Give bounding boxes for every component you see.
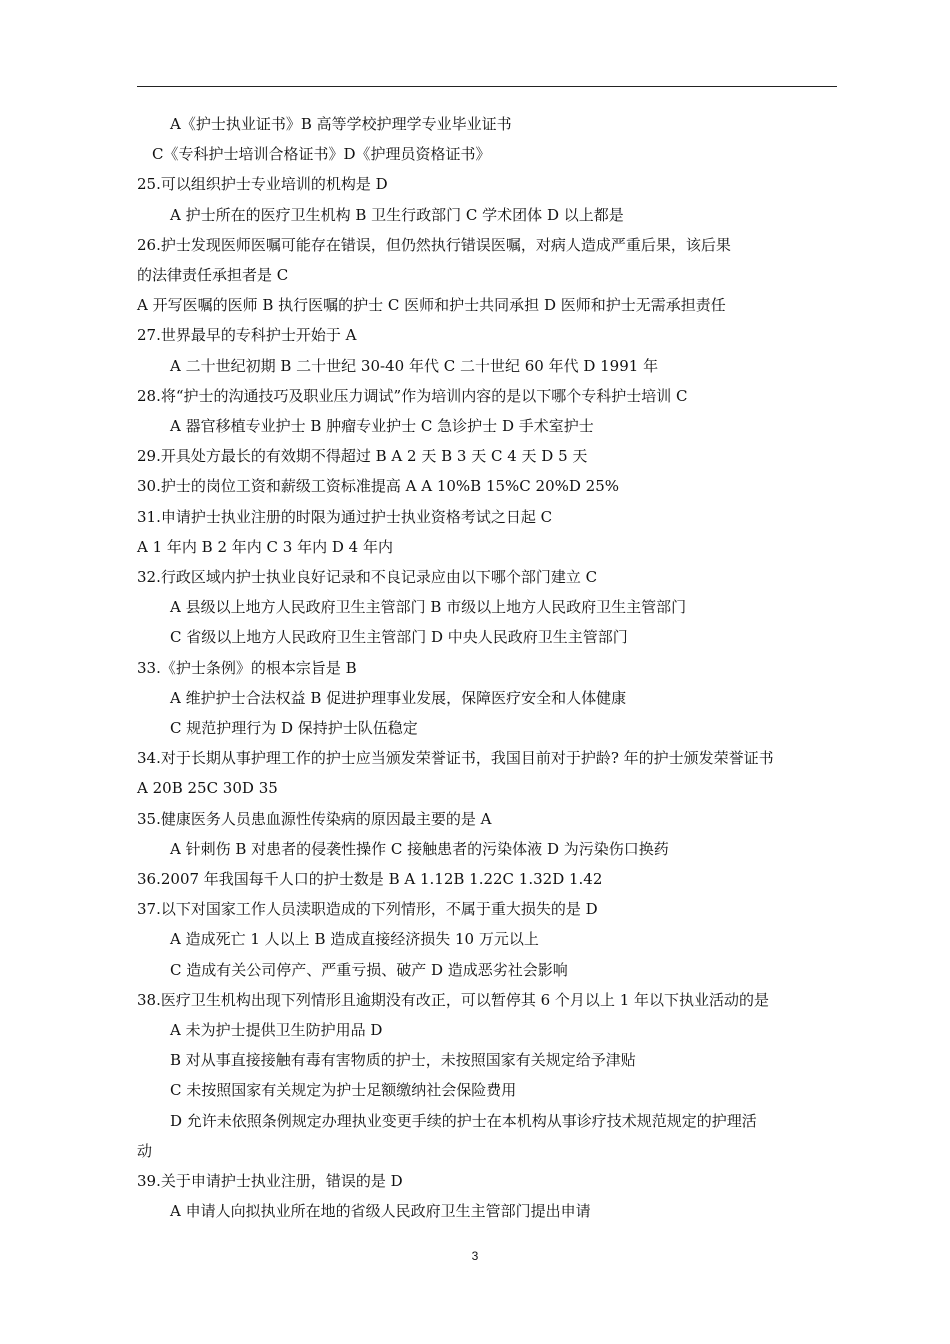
text-line: C 未按照国家有关规定为护士足额缴纳社会保险费用 (170, 1081, 517, 1099)
text-line: 25.可以组织护士专业培训的机构是 D (137, 175, 388, 193)
text-line: 30.护士的岗位工资和薪级工资标准提高 A A 10%B 15%C 20%D 25% (137, 477, 620, 495)
text-line: A 器官移植专业护士 B 肿瘤专业护士 C 急诊护士 D 手术室护士 (170, 417, 594, 435)
text-line: A 二十世纪初期 B 二十世纪 30-40 年代 C 二十世纪 60 年代 D 1991 年 (170, 357, 659, 375)
text-line: 39.关于申请护士执业注册，错误的是 D (137, 1172, 403, 1190)
page-number: 3 (471, 1249, 479, 1263)
text-line: 38.医疗卫生机构出现下列情形且逾期没有改正，可以暂停其 6 个月以上 1 年以下执业活动的是 (137, 991, 770, 1009)
text-line: 26.护士发现医师医嘱可能存在错误，但仍然执行错误医嘱，对病人造成严重后果，该后果 (137, 236, 731, 254)
text-line: B 对从事直接接触有毒有害物质的护士，未按照国家有关规定给予津贴 (170, 1051, 636, 1069)
text-line: 33.《护士条例》的根本宗旨是 B (137, 659, 357, 677)
text-line: 34.对于长期从事护理工作的护士应当颁发荣誉证书，我国目前对于护龄? 年的护士颁发荣誉证书 (137, 749, 774, 767)
text-line: A《护士执业证书》B 高等学校护理学专业毕业证书 (170, 115, 512, 133)
text-line: A 护士所在的医疗卫生机构 B 卫生行政部门 C 学术团体 D 以上都是 (170, 206, 624, 224)
text-line: C《专科护士培训合格证书》D《护理员资格证书》 (152, 145, 491, 163)
text-line: 动 (137, 1142, 153, 1160)
text-line: D 允许未依照条例规定办理执业变更手续的护士在本机构从事诊疗技术规范规定的护理活 (170, 1112, 757, 1130)
text-line: A 20B 25C 30D 35 (137, 779, 278, 797)
text-line: 的法律责任承担者是 C (137, 266, 289, 284)
text-line: 37.以下对国家工作人员渎职造成的下列情形，不属于重大损失的是 D (137, 900, 598, 918)
header-rule (137, 86, 837, 87)
text-line: 27.世界最早的专科护士开始于 A (137, 326, 357, 344)
text-line: A 造成死亡 1 人以上 B 造成直接经济损失 10 万元以上 (170, 930, 539, 948)
text-line: C 省级以上地方人民政府卫生主管部门 D 中央人民政府卫生主管部门 (170, 628, 628, 646)
text-line: C 规范护理行为 D 保持护士队伍稳定 (170, 719, 418, 737)
text-line: A 维护护士合法权益 B 促进护理事业发展，保障医疗安全和人体健康 (170, 689, 627, 707)
text-line: A 1 年内 B 2 年内 C 3 年内 D 4 年内 (137, 538, 393, 556)
text-line: A 申请人向拟执业所在地的省级人民政府卫生主管部门提出申请 (170, 1202, 591, 1220)
text-line: A 针刺伤 B 对患者的侵袭性操作 C 接触患者的污染体液 D 为污染伤口换药 (170, 840, 669, 858)
text-line: A 未为护士提供卫生防护用品 D (170, 1021, 383, 1039)
text-line: A 县级以上地方人民政府卫生主管部门 B 市级以上地方人民政府卫生主管部门 (170, 598, 687, 616)
text-line: 32.行政区域内护士执业良好记录和不良记录应由以下哪个部门建立 C (137, 568, 598, 586)
text-line: 36.2007 年我国每千人口的护士数是 B A 1.12B 1.22C 1.32D 1.42 (137, 870, 603, 888)
text-line: C 造成有关公司停产、严重亏损、破产 D 造成恶劣社会影响 (170, 961, 568, 979)
text-line: 35.健康医务人员患血源性传染病的原因最主要的是 A (137, 810, 492, 828)
text-line: 31.申请护士执业注册的时限为通过护士执业资格考试之日起 C (137, 508, 553, 526)
text-line: 28.将“护士的沟通技巧及职业压力调试”作为培训内容的是以下哪个专科护士培训 C (137, 387, 688, 405)
text-line: A 开写医嘱的医师 B 执行医嘱的护士 C 医师和护士共同承担 D 医师和护士无需承担责任 (137, 296, 726, 314)
text-line: 29.开具处方最长的有效期不得超过 B A 2 天 B 3 天 C 4 天 D 5 天 (137, 447, 588, 465)
